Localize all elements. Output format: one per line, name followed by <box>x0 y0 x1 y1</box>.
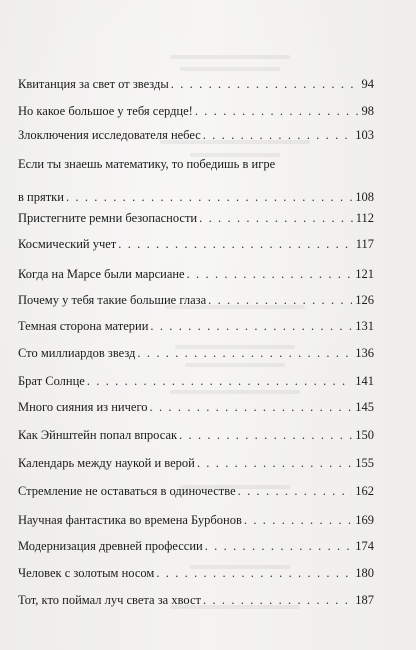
toc-entry <box>18 156 374 205</box>
toc-entry-title: Календарь между наукой и верой <box>18 456 195 470</box>
toc-entry-title: Модернизация древней профессии <box>18 539 203 553</box>
toc-entry-title: Брат Солнце <box>18 374 85 388</box>
toc-entry-title: Сто миллиардов звезд <box>18 346 136 360</box>
toc-entry-title: Но какое большое у тебя сердце! <box>18 104 193 118</box>
toc-entry <box>18 127 374 143</box>
toc-entry-page: 136 <box>355 346 374 360</box>
toc-entry-page: 187 <box>355 593 374 607</box>
toc-entry <box>18 399 374 415</box>
toc-entry-title: Научная фантастика во времена Бурбонов <box>18 513 242 527</box>
dot-leader <box>205 538 353 554</box>
dot-leader <box>118 236 352 252</box>
toc-entry-title: Много сияния из ничего <box>18 400 148 414</box>
toc-entry <box>18 512 374 528</box>
toc-entry-page: 141 <box>355 374 374 388</box>
dot-leader <box>150 399 353 415</box>
toc-entry-page: 174 <box>355 539 374 553</box>
toc-entry-title: Стремление не оставаться в одиночестве <box>18 484 236 498</box>
toc-entry <box>18 538 374 554</box>
toc-entry-page: 98 <box>361 104 374 118</box>
toc-entry-page: 169 <box>355 513 374 527</box>
toc-entry <box>18 210 374 226</box>
toc-entry-page: 117 <box>355 237 374 251</box>
toc-entry <box>18 76 374 92</box>
dot-leader <box>195 103 359 119</box>
toc-entry-page: 180 <box>355 566 374 580</box>
toc-entry-page: 94 <box>361 77 374 91</box>
dot-leader <box>171 76 359 92</box>
toc-entry-title: Квитанция за свет от звезды <box>18 77 169 91</box>
dot-leader <box>150 318 352 334</box>
toc-entry-title: Злоключения исследователя небес <box>18 128 201 142</box>
dot-leader <box>203 127 352 143</box>
dot-leader <box>179 427 352 443</box>
toc-entry <box>18 345 374 361</box>
toc-entry-title: Как Эйнштейн попал впросак <box>18 428 178 442</box>
toc-entry <box>18 103 374 119</box>
toc-entry-title: Космический учет <box>18 237 117 251</box>
toc-entry-page: 131 <box>355 319 374 333</box>
toc-entry-title: Почему у тебя такие большие глаза <box>18 293 207 307</box>
toc-entry-title: Человек с золотым носом <box>18 566 155 580</box>
toc-entry-title: в прятки <box>18 190 64 204</box>
toc-entry-page: 108 <box>355 190 374 204</box>
dot-leader <box>238 483 353 499</box>
toc-entry <box>18 318 374 334</box>
toc-entry-page: 155 <box>355 456 374 470</box>
toc-entry <box>18 292 374 308</box>
toc-entry <box>18 236 374 252</box>
toc-entry-title: Когда на Марсе были марсиане <box>18 267 185 281</box>
dot-leader <box>199 210 353 226</box>
dot-leader <box>87 373 352 389</box>
toc-entry-page: 112 <box>355 211 374 225</box>
dot-leader <box>203 592 352 608</box>
dot-leader <box>156 565 352 581</box>
toc-entry <box>18 565 374 581</box>
toc-entry-title-line1: Если ты знаешь математику, то победишь в игре <box>18 157 276 171</box>
toc-entry-page: 145 <box>355 400 374 414</box>
toc-entry-page: 103 <box>355 128 374 142</box>
toc-entry-title: Пристегните ремни безопасности <box>18 211 198 225</box>
dot-leader <box>187 266 353 282</box>
dot-leader <box>208 292 352 308</box>
toc-entry-title: Темная сторона материи <box>18 319 149 333</box>
toc-entry <box>18 373 374 389</box>
dot-leader <box>244 512 352 528</box>
toc-entry <box>18 592 374 608</box>
dot-leader <box>197 455 352 471</box>
dot-leader <box>66 189 352 205</box>
toc-entry <box>18 483 374 499</box>
toc-entry <box>18 427 374 443</box>
toc-entry-page: 126 <box>355 293 374 307</box>
toc-entry <box>18 266 374 282</box>
toc-entry-page: 150 <box>355 428 374 442</box>
dot-leader <box>137 345 352 361</box>
toc-entry-page: 162 <box>355 484 374 498</box>
toc-entry <box>18 455 374 471</box>
toc-entry-title: Тот, кто поймал луч света за хвост <box>18 593 201 607</box>
toc-entry-page: 121 <box>355 267 374 281</box>
